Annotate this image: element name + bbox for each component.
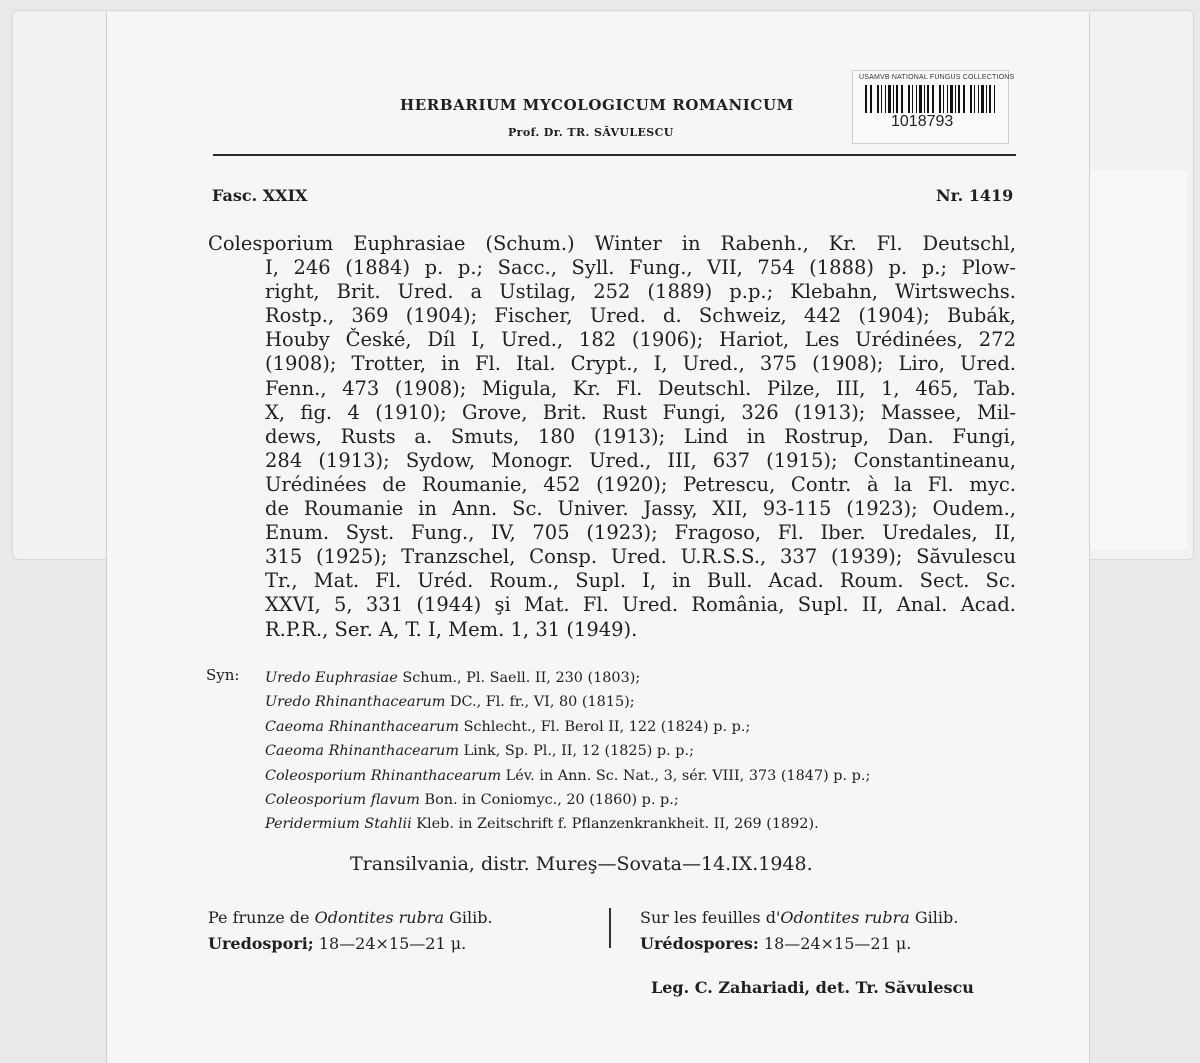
barcode-bar: [947, 85, 948, 113]
barcode-bar: [881, 85, 882, 113]
synonym-ref: Schlecht., Fl. Berol II, 122 (1824) p. p.;: [463, 718, 751, 735]
citation-line: Fenn., 473 (1908); Migula, Kr. Fl. Deutschl. Pilze, III, 1, 465, Tab.: [265, 376, 1016, 400]
column-separator: [609, 908, 611, 948]
spores-label-fr: Urédospores:: [640, 934, 759, 953]
fascicle-number: Fasc. XXIX: [212, 186, 308, 205]
barcode-bar: [885, 85, 886, 113]
citation-line: Tr., Mat. Fl. Uréd. Roum., Supl. I, in Bull. Acad. Roum. Sect. Sc.: [265, 569, 1016, 593]
synonym-ref: Link, Sp. Pl., II, 12 (1825) p. p.;: [463, 743, 694, 760]
synonym-ref: Bon. in Coniomyc., 20 (1860) p. p.;: [424, 792, 679, 809]
barcode-number: 1018793: [891, 113, 954, 130]
barcode-bar: [943, 85, 944, 113]
barcode-bar: [970, 85, 972, 113]
barcode-bar: [888, 85, 891, 113]
synonym-item: [265, 764, 1025, 788]
synonym-item: [265, 788, 1025, 812]
barcode-bar: [939, 85, 941, 113]
citation-line: Urédinées de Roumanie, 452 (1920); Petrescu, Contr. à la Fl. myc.: [265, 472, 1016, 496]
specimen-number: Nr. 1419: [936, 186, 1014, 205]
synonym-item: [265, 812, 1025, 836]
citation-line: de Roumanie in Ann. Sc. Univer. Jassy, XII, 93-115 (1923); Oudem.,: [265, 497, 1016, 521]
barcode-bar: [870, 85, 872, 113]
synonym-name: Uredo Rhinanthacearum: [265, 694, 446, 711]
host-author-ro: Gilib.: [449, 908, 493, 927]
synonym-name: Caeoma Rhinanthacearum: [265, 743, 459, 760]
citation-line: XXVI, 5, 331 (1944) şi Mat. Fl. Ured. România, Supl. II, Anal. Acad.: [265, 593, 1016, 617]
citation-line: right, Brit. Ured. a Ustilag, 252 (1889) p.p.; Klebahn, Wirtswechs.: [265, 280, 1016, 304]
citation-line: R.P.R., Ser. A, T. I, Mem. 1, 31 (1949).: [265, 617, 638, 641]
barcode-bar: [978, 85, 979, 113]
spores-value-fr: 18—24×15—21 μ.: [763, 934, 912, 953]
synonym-item: [265, 690, 1025, 714]
barcode-bar: [896, 85, 898, 113]
host-author-fr: Gilib.: [914, 908, 959, 927]
host-line-fr: [640, 905, 958, 931]
host-prefix-fr: Sur les feuilles d': [640, 908, 781, 927]
barcode-sticker: [852, 70, 1015, 144]
envelope-flap: [1085, 170, 1186, 550]
barcode-bar: [974, 85, 975, 113]
synonym-name: Caeoma Rhinanthacearum: [265, 718, 459, 735]
synonym-item: [265, 666, 1025, 690]
barcode-bar: [893, 85, 894, 113]
barcode-bar: [865, 85, 867, 113]
barcode-bar: [994, 85, 995, 113]
host-romanian: [208, 905, 493, 957]
synonym-name: Uredo Euphrasiae: [265, 670, 398, 686]
citation-line: X, fig. 4 (1910); Grove, Brit. Rust Fungi, 326 (1913); Massee, Mil-: [265, 400, 1016, 424]
barcode-institution: USAMVB NATIONAL FUNGUS COLLECTIONS: [859, 74, 1015, 81]
citation-line: I, 246 (1884) p. p.; Sacc., Syll. Fung., VII, 754 (1888) p. p.; Plow-: [265, 256, 1016, 280]
barcode-bar: [901, 85, 903, 113]
collector-determiner: Leg. C. Zahariadi, det. Tr. Săvulescu: [651, 978, 974, 997]
barcode-bar: [924, 85, 925, 113]
collection-locality: Transilvania, distr. Mureş—Sovata—14.IX.1948.: [350, 853, 813, 875]
barcode-bar: [877, 85, 879, 113]
citation-line: 315 (1925); Tranzschel, Consp. Ured. U.R.S.S., 337 (1939); Săvulescu: [265, 545, 1016, 569]
barcode-bar: [986, 85, 987, 113]
header-rule: [213, 154, 1016, 156]
spores-label-ro: Uredospori;: [208, 934, 314, 953]
citation-line: Colesporium Euphrasiae (Schum.) Winter in Rabenh., Kr. Fl. Deutschl,: [208, 232, 1016, 255]
synonym-ref: DC., Fl. fr., VI, 80 (1815);: [449, 694, 635, 711]
citation-line: dews, Rusts a. Smuts, 180 (1913); Lind in Rostrup, Dan. Fungi,: [265, 424, 1016, 448]
barcode-bar: [989, 85, 991, 113]
synonym-name: Coleosporium flavum: [265, 792, 420, 809]
herbarium-title: HERBARIUM MYCOLOGICUM ROMANICUM: [400, 96, 794, 114]
spores-line-ro: [208, 931, 493, 957]
synonym-item: [265, 715, 1025, 739]
host-line-ro: [208, 905, 493, 931]
barcode-bar: [932, 85, 934, 113]
barcode-bar: [908, 85, 910, 113]
synonym-ref: Kleb. in Zeitschrift f. Pflanzenkrankheit. II, 269 (1892).: [416, 816, 819, 833]
barcode-bars: [865, 85, 995, 113]
citation-line: Rostp., 369 (1904); Fischer, Ured. d. Schweiz, 442 (1904); Bubák,: [265, 304, 1016, 328]
barcode-bar: [919, 85, 922, 113]
citation-line: Houby České, Díl I, Ured., 182 (1906); Hariot, Les Urédinées, 272: [265, 328, 1016, 352]
host-prefix-ro: Pe frunze de: [208, 908, 310, 927]
citation-line: 284 (1913); Sydow, Monogr. Ured., III, 637 (1915); Constantineanu,: [265, 448, 1016, 472]
synonym-item: [265, 739, 1025, 763]
synonym-ref: Schum., Pl. Saell. II, 230 (1803);: [402, 670, 641, 686]
barcode-bar: [955, 85, 956, 113]
host-french: [640, 905, 958, 957]
synonyms-list: [265, 666, 1025, 837]
spores-value-ro: 18—24×15—21 μ.: [318, 934, 467, 953]
herbarium-subtitle: Prof. Dr. TR. SĂVULESCU: [508, 126, 674, 139]
host-name-ro: Odontites rubra: [314, 908, 444, 927]
barcode-bar: [912, 85, 913, 113]
synonym-ref: Lév. in Ann. Sc. Nat., 3, sér. VIII, 373 (1847) p. p.;: [505, 767, 871, 784]
synonyms-label: Syn:: [206, 666, 240, 684]
barcode-bar: [916, 85, 917, 113]
barcode-bar: [963, 85, 965, 113]
synonym-name: Coleosporium Rhinanthacearum: [265, 767, 502, 784]
spores-line-fr: [640, 931, 958, 957]
barcode-bar: [927, 85, 929, 113]
citation-line: (1908); Trotter, in Fl. Ital. Crypt., I, Ured., 375 (1908); Liro, Ured.: [265, 352, 1016, 376]
barcode-bar: [950, 85, 953, 113]
barcode-bar: [958, 85, 960, 113]
synonym-name: Peridermium Stahlii: [265, 816, 412, 833]
host-name-fr: Odontites rubra: [780, 908, 910, 927]
main-citation-block: [208, 232, 1016, 642]
citation-line: Enum. Syst. Fung., IV, 705 (1923); Fragoso, Fl. Iber. Uredales, II,: [265, 521, 1016, 545]
barcode-bar: [981, 85, 984, 113]
